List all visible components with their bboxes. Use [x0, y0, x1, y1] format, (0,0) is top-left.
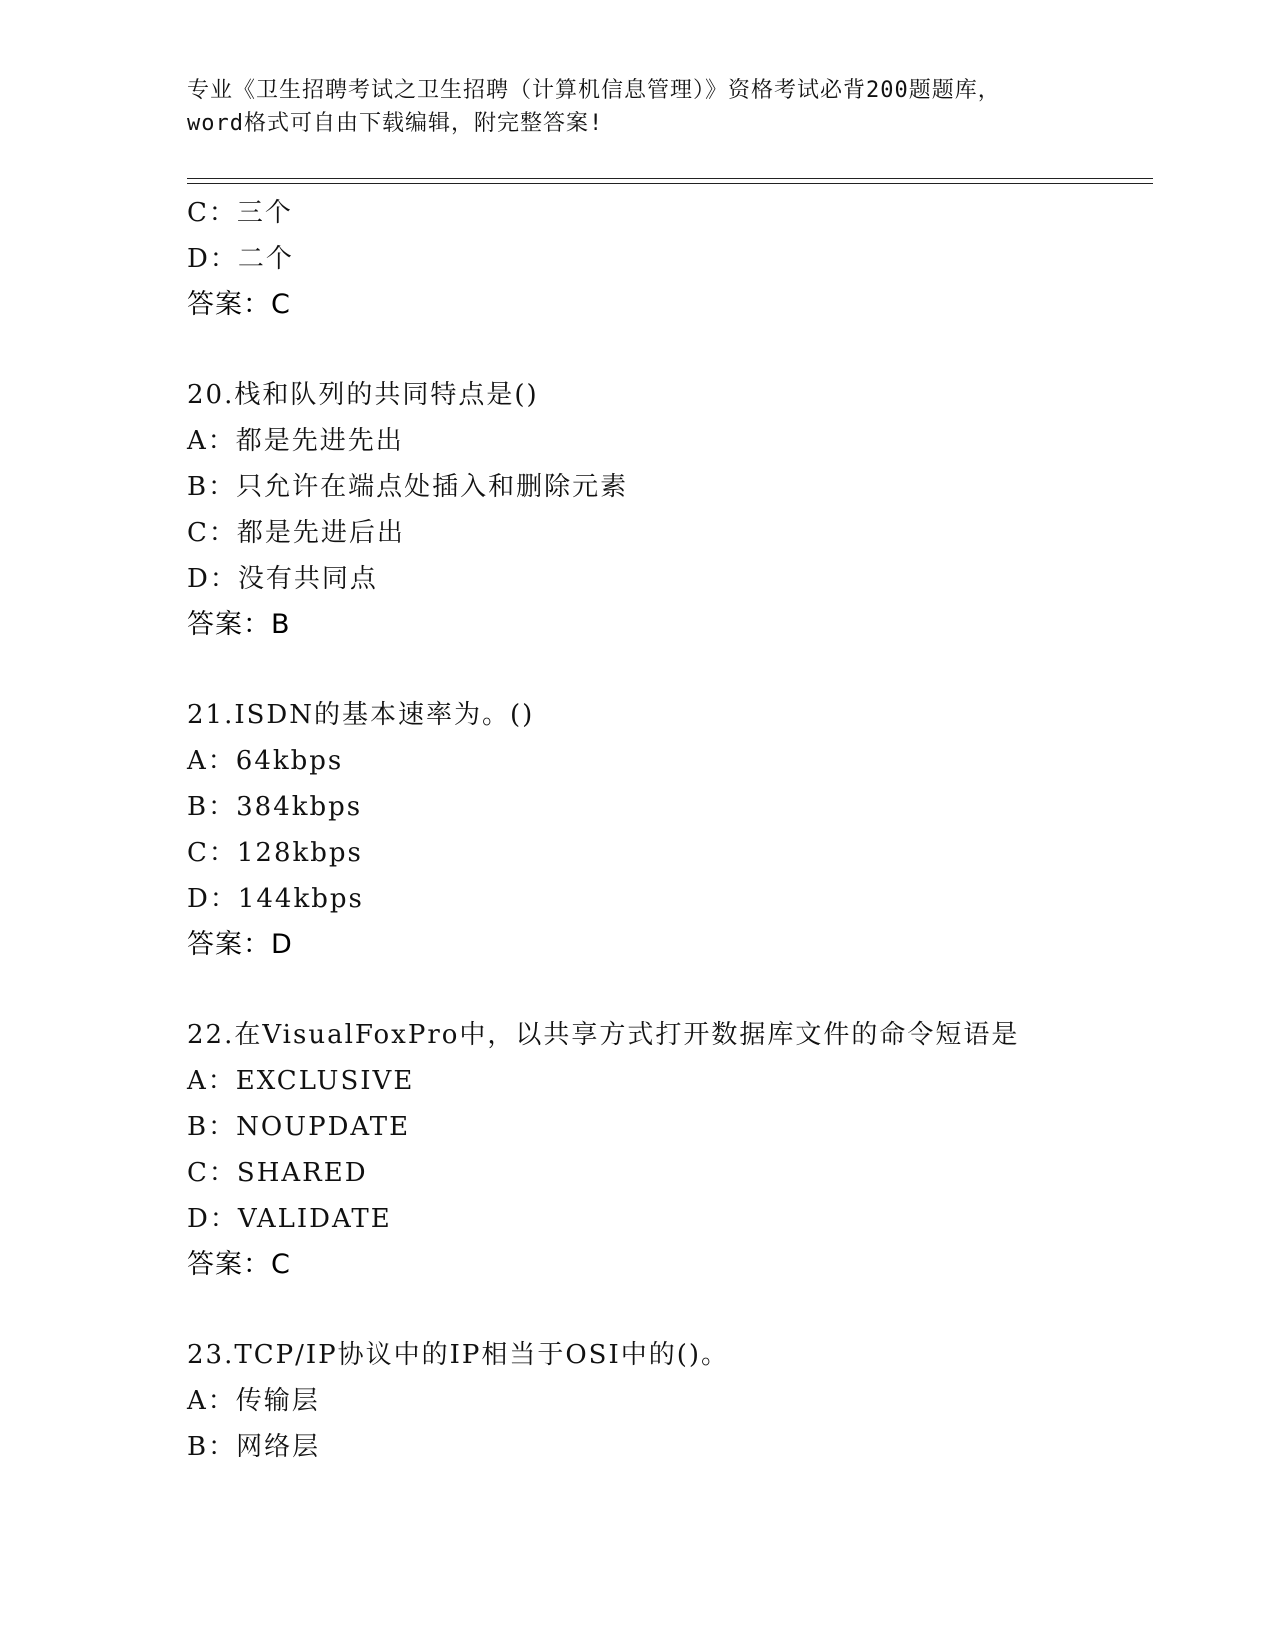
option-d: D：VALIDATE	[187, 1204, 392, 1234]
question-21	[187, 692, 1147, 968]
option-b: B：NOUPDATE	[187, 1112, 411, 1142]
question-stem: 22.在VisualFoxPro中，以共享方式打开数据库文件的命令短语是	[187, 1020, 1020, 1050]
option-a: A：EXCLUSIVE	[187, 1066, 415, 1096]
option-c: C：SHARED	[187, 1158, 368, 1188]
question-stem: 21.ISDN的基本速率为。()	[187, 700, 535, 730]
option-c: C：128kbps	[187, 838, 363, 868]
option-d: D：144kbps	[187, 884, 364, 914]
question-stem: 23.TCP/IP协议中的IP相当于OSI中的()。	[187, 1340, 730, 1370]
header-title-line-1: 专业《卫生招聘考试之卫生招聘（计算机信息管理）》资格考试必背200题题库，	[187, 78, 1001, 103]
question-20	[187, 372, 1147, 648]
question-19-continued	[187, 190, 1147, 328]
spacer	[187, 1288, 1147, 1332]
spacer	[187, 328, 1147, 372]
question-list	[187, 190, 1147, 1470]
option-a: A：都是先进先出	[187, 426, 404, 456]
question-23	[187, 1332, 1147, 1470]
option-a: A：传输层	[187, 1386, 320, 1416]
header-divider-bottom	[187, 183, 1153, 184]
option-b: B：只允许在端点处插入和删除元素	[187, 472, 629, 502]
option-c: C：都是先进后出	[187, 518, 405, 548]
option-b: B：384kbps	[187, 792, 363, 822]
document-header	[187, 74, 1087, 140]
answer-line: 答案：D	[187, 929, 293, 960]
option-c: C：三个	[187, 198, 293, 228]
answer-line: 答案：C	[187, 289, 291, 320]
spacer	[187, 968, 1147, 1012]
question-stem: 20.栈和队列的共同特点是()	[187, 380, 539, 410]
option-b: B：网络层	[187, 1432, 321, 1462]
question-22	[187, 1012, 1147, 1288]
header-divider-top	[187, 178, 1153, 179]
answer-line: 答案：C	[187, 1249, 291, 1280]
option-d: D：没有共同点	[187, 564, 378, 594]
spacer	[187, 648, 1147, 692]
option-d: D：二个	[187, 244, 294, 274]
header-title-line-2: word格式可自由下载编辑，附完整答案!	[187, 111, 604, 136]
option-a: A：64kbps	[187, 746, 344, 776]
answer-line: 答案：B	[187, 609, 291, 640]
